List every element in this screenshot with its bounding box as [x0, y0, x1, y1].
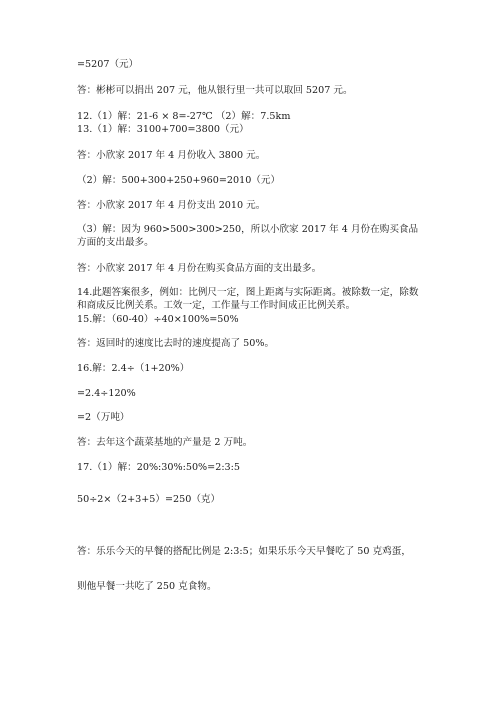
- line-q12: 12.（1）解：21-6 × 8=-27℃ （2）解：7.5km: [77, 111, 291, 122]
- line-q13-1: 13.（1）解：3100+700=3800（元）: [77, 124, 249, 135]
- line-answer-13-1: 答：小欣家 2017 年 4 月份收入 3800 元。: [77, 150, 266, 161]
- line-q15: 15.解：（60-40）÷40×100%=50%: [77, 314, 239, 325]
- line-answer-11: 答：彬彬可以捐出 207 元，他从银行里一共可以取回 5207 元。: [77, 85, 353, 96]
- line-q16: 16.解：2.4÷（1+20%）: [77, 363, 190, 374]
- line-answer-13-2: 答：小欣家 2017 年 4 月份支出 2010 元。: [77, 200, 266, 211]
- line-q17: 17.（1）解：20%:30%:50%=2:3:5: [77, 462, 240, 473]
- line-equation-5207: =5207（元）: [77, 59, 139, 70]
- line-q14: 14.此题答案很多，例如：比例尺一定，图上距离与实际距离。被除数一定，除数和商成反比例关系。工效一定，工作量与工作时间成正比例关系。: [77, 287, 419, 311]
- line-answer-13-3: 答：小欣家 2017 年 4 月份在购买食品方面的支出最多。: [77, 263, 322, 274]
- line-answer-17-part1: 答：乐乐今天的早餐的搭配比例是 2:3:5；如果乐乐今天早餐吃了 50 克鸡蛋，: [77, 546, 411, 557]
- line-q16-step2: =2.4÷120%: [77, 388, 136, 399]
- line-q13-2: （2）解：500+300+250+960=2010（元）: [77, 175, 281, 186]
- line-answer-16: 答：去年这个蔬菜基地的产量是 2 万吨。: [77, 437, 253, 448]
- line-answer-17-part2: 则他早餐一共吃了 250 克食物。: [77, 581, 217, 592]
- line-q13-3: （3）解：因为 960>500>300>250，所以小欣家 2017 年 4 月份在购买食品方面的支出最多。: [77, 224, 419, 248]
- line-answer-15: 答：返回时的速度比去时的速度提高了 50%。: [77, 338, 275, 349]
- line-q17-step2: 50÷2×（2+3+5）=250（克）: [77, 494, 221, 505]
- line-q16-step3: =2（万吨）: [77, 412, 130, 423]
